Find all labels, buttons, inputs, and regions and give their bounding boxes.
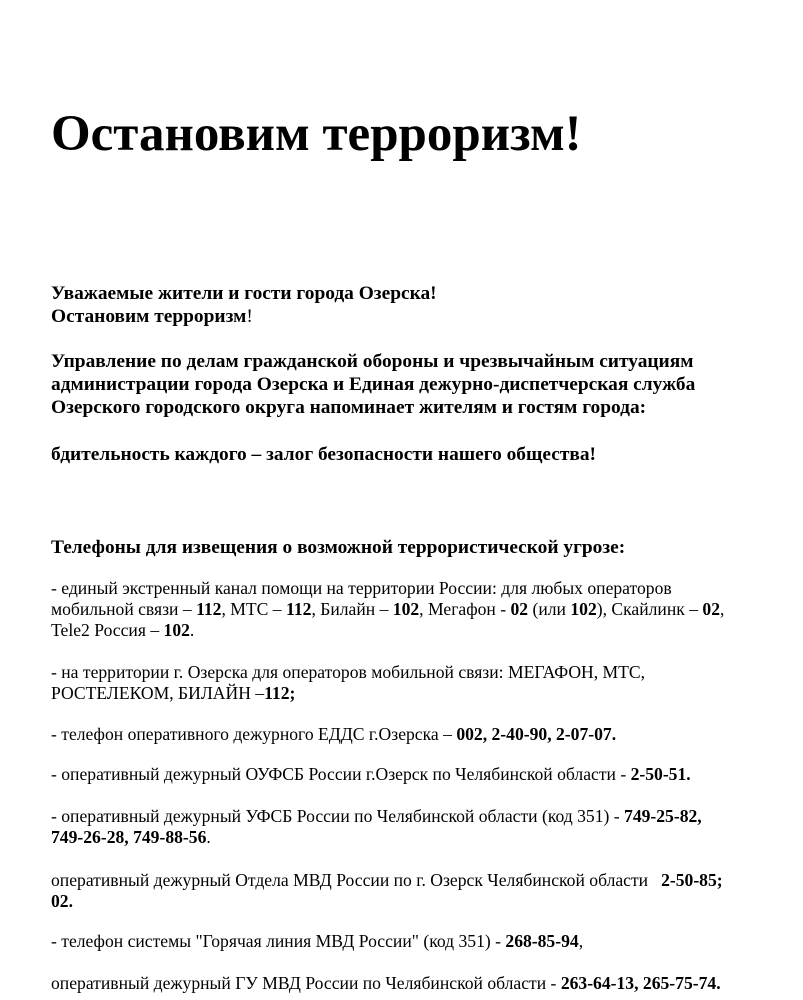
item-line [51, 599, 724, 620]
phone-number: 112 [196, 599, 222, 619]
phone-number: 263-64-13, 265-75-74. [560, 973, 721, 993]
item-line: - единый экстренный канал помощи на территории России: для любых операторов [51, 578, 672, 598]
notice-line: администрации города Озерска и Единая дежурно-диспетчерская служба [51, 374, 696, 395]
phone-number: 268-85-94 [505, 931, 579, 951]
item-text: оперативный дежурный ГУ МВД России по Челябинской области - [51, 973, 561, 993]
item-text: оперативный дежурный Отдела МВД России по г. Озерск Челябинской области [51, 870, 649, 890]
motto: бдительность каждого – залог безопасности нашего общества! [51, 444, 596, 465]
phone-number: 749-25-82, [624, 806, 702, 826]
greeting [51, 282, 437, 328]
item-text: мобильной связи – [51, 599, 197, 619]
item-line: - на территории г. Озерска для операторов мобильной связи: МЕГАФОН, МТС, [51, 662, 646, 682]
phone-number: 749-26-28, 749-88-56 [51, 827, 207, 847]
item-text: Tele2 Россия – [51, 620, 164, 640]
item-line [51, 806, 702, 827]
phones-heading: Телефоны для извещения о возможной террористической угрозе: [51, 537, 626, 558]
item-line [51, 827, 702, 848]
item-text: - телефон оперативного дежурного ЕДДС г.Озерска – [51, 724, 457, 744]
item-text: , [720, 599, 725, 619]
page-title: Остановим терроризм! [51, 106, 582, 162]
phone-list-item [51, 806, 702, 848]
phone-list-item [51, 578, 724, 641]
item-text: ), Скайлинк – [596, 599, 703, 619]
phone-number: 02. [51, 891, 73, 911]
phone-number: 02 [702, 599, 720, 619]
item-text: - оперативный дежурный ОУФСБ России г.Озерск по Челябинской области - [51, 764, 631, 784]
phone-number: 102 [392, 599, 420, 619]
phone-list-item [51, 724, 616, 745]
item-text: , [578, 931, 584, 951]
phone-list-item [51, 870, 723, 912]
item-text: . [206, 827, 211, 847]
item-text: - телефон системы "Горячая линия МВД России" (код 351) - [51, 931, 506, 951]
phone-list-item [51, 764, 691, 785]
notice-paragraph [51, 350, 695, 419]
phone-number: 102 [570, 599, 597, 619]
phone-number: 02 [510, 599, 529, 619]
greeting-line: Уважаемые жители и гости города Озерска! [51, 283, 437, 304]
phone-number: 2-50-51. [630, 764, 691, 784]
phone-number: 2-50-85; [661, 870, 723, 890]
notice-line: Озерского городского округа напоминает жителям и гостям города: [51, 397, 647, 418]
item-text: . [189, 620, 195, 640]
item-line [51, 620, 724, 641]
phone-number: 112; [264, 683, 296, 703]
item-text: , Мегафон - [419, 599, 511, 619]
item-text: , Билайн – [311, 599, 393, 619]
phone-number: 002, 2-40-90, 2-07-07. [456, 724, 617, 744]
item-line [51, 870, 723, 891]
greeting-bold-text: Остановим терроризм [51, 306, 247, 327]
item-text: , МТС – [221, 599, 287, 619]
phone-list-item [51, 662, 645, 704]
item-line [51, 683, 645, 704]
phone-number: 112 [286, 599, 312, 619]
greeting-line [51, 305, 437, 328]
notice-line: Управление по делам гражданской обороны и чрезвычайным ситуациям [51, 351, 694, 372]
greeting-exclamation: ! [246, 306, 253, 327]
item-text: РОСТЕЛЕКОМ, БИЛАЙН – [51, 683, 265, 703]
item-line [51, 891, 723, 912]
phone-list-item [51, 931, 583, 952]
phone-list-item [51, 973, 721, 994]
phone-number: 102 [163, 620, 190, 640]
item-text: - оперативный дежурный УФСБ России по Челябинской области (код 351) - [51, 806, 625, 826]
item-text: (или [528, 599, 571, 619]
